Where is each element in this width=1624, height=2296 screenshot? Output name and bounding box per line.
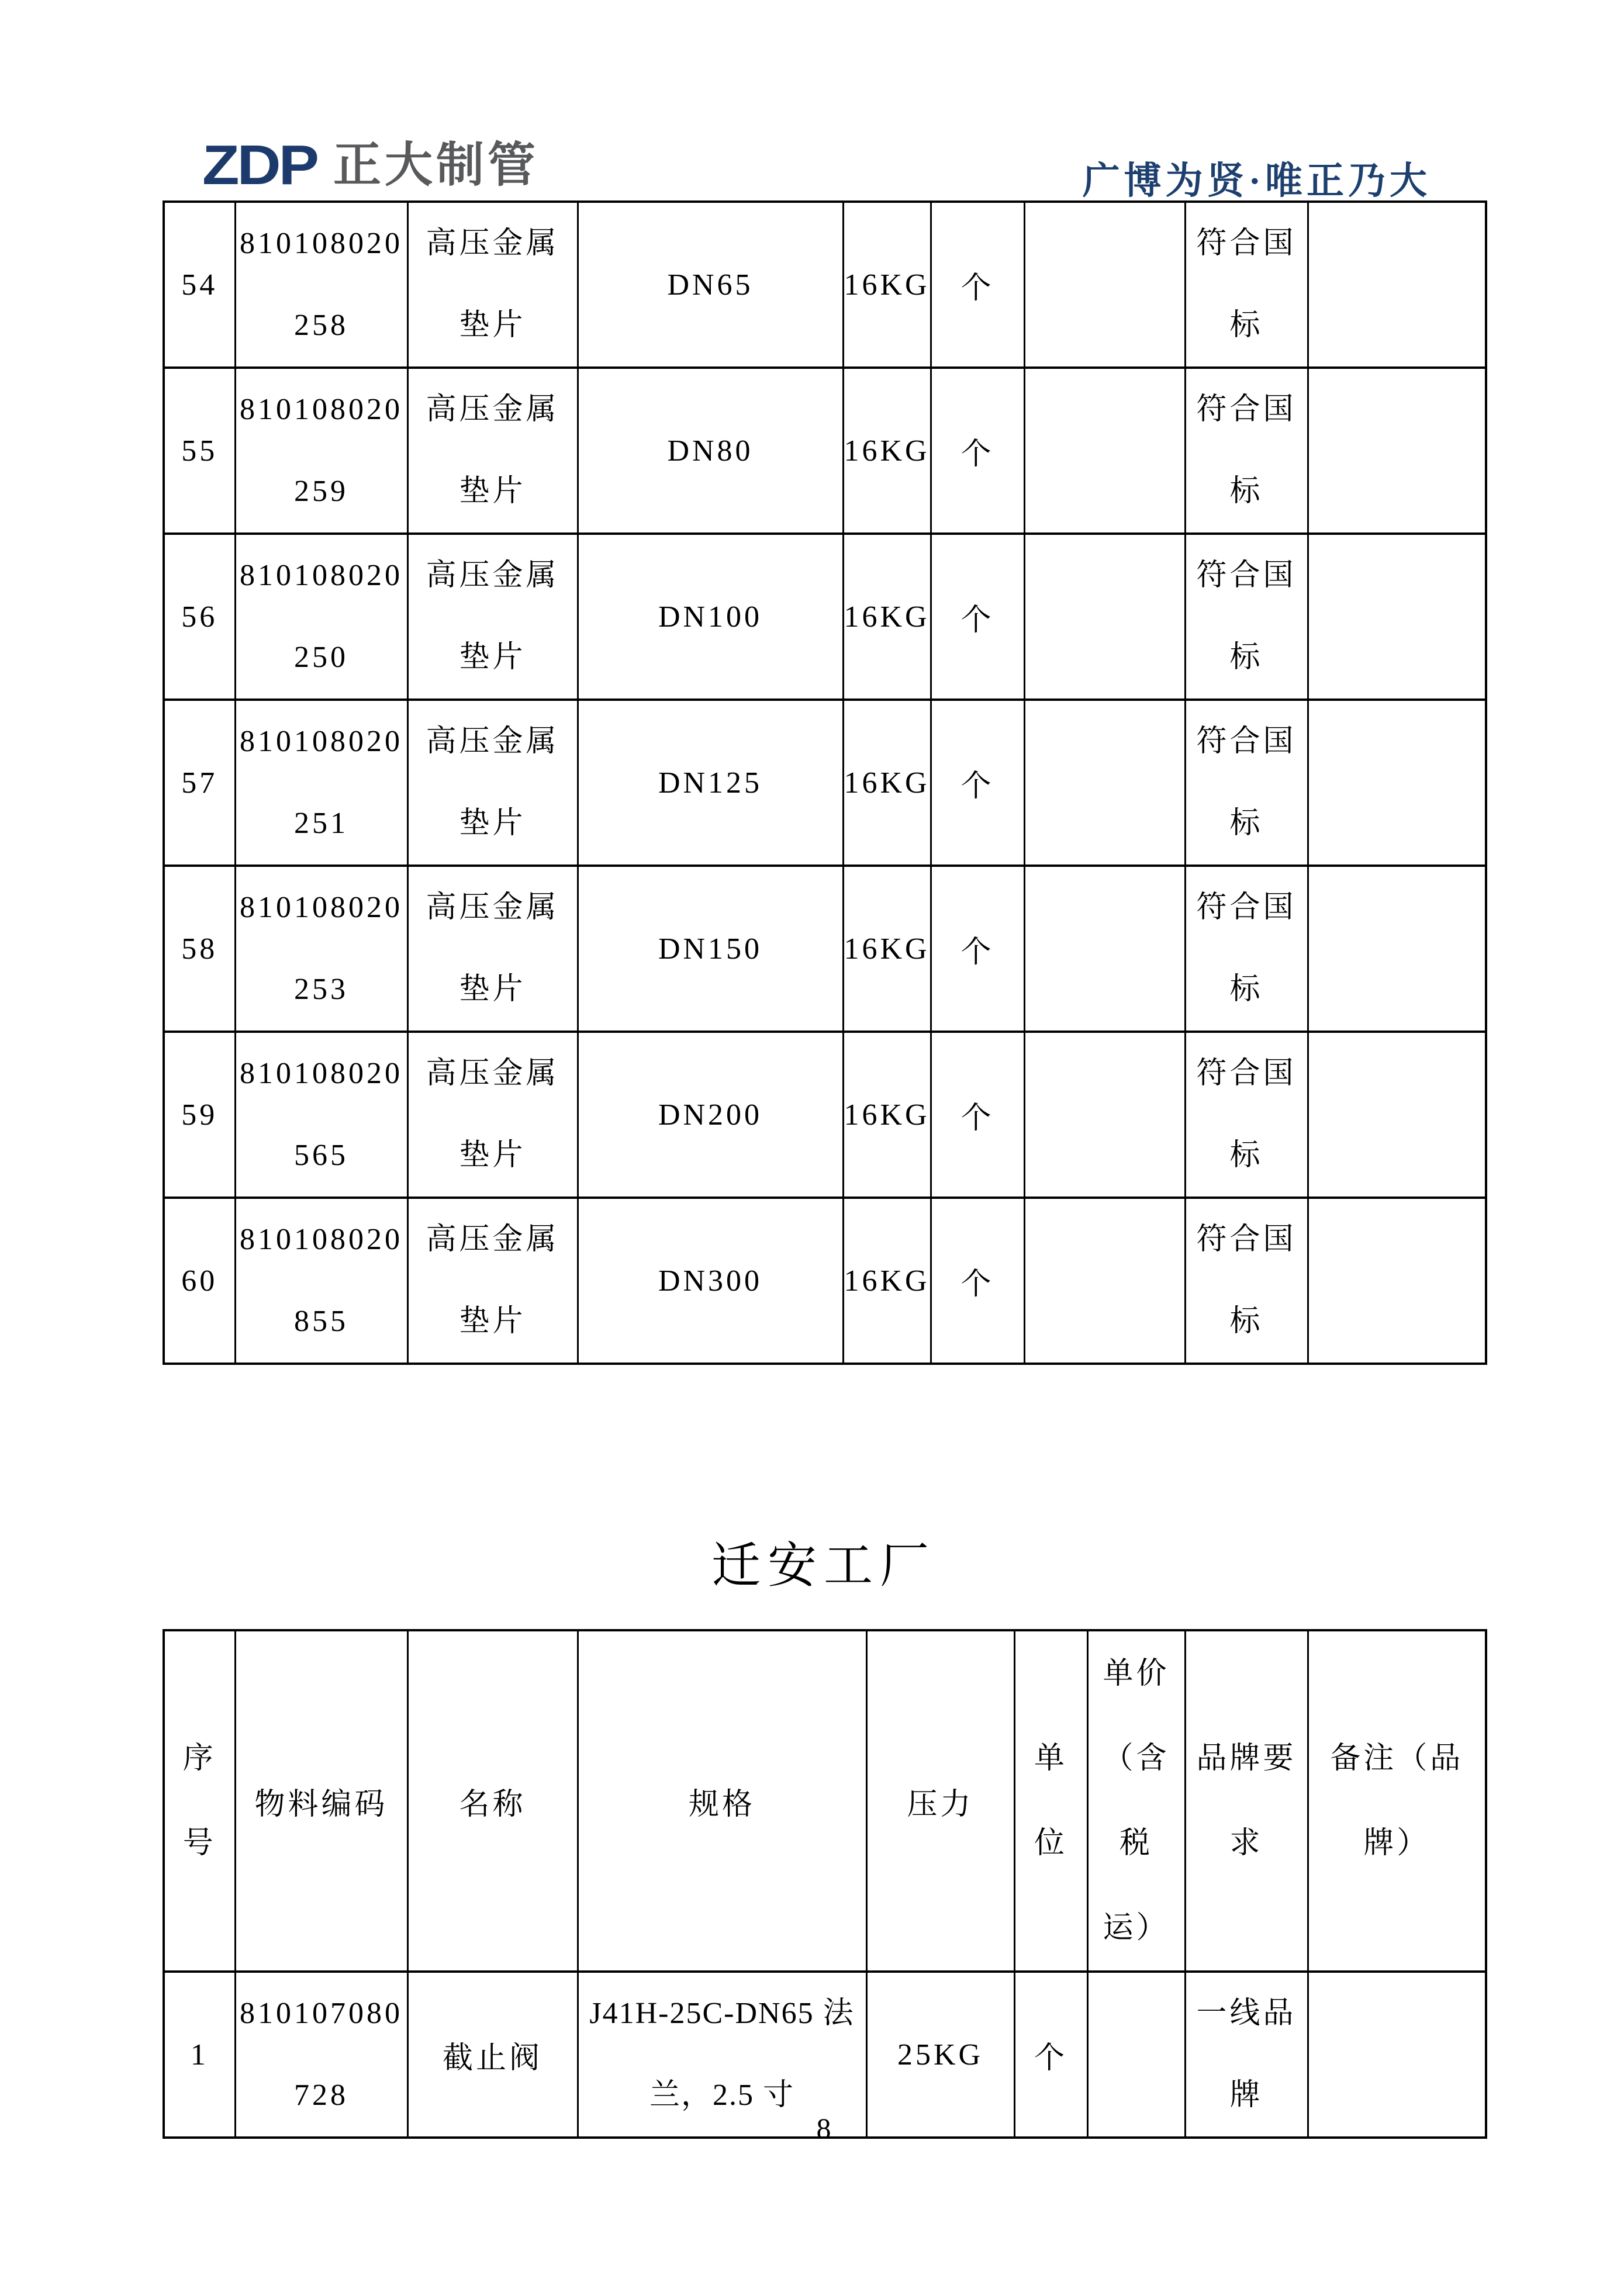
cell-spec: DN150 <box>578 866 843 1032</box>
cell-unit: 个 <box>931 368 1024 534</box>
table-row <box>164 1032 1486 1198</box>
cell-code: 810108020 250 <box>235 534 407 700</box>
cell-name: 高压金属 垫片 <box>407 866 578 1032</box>
table-row <box>164 534 1486 700</box>
cell-unit: 个 <box>931 1032 1024 1198</box>
cell-brand: 符合国 标 <box>1185 534 1308 700</box>
cell-pressure: 16KG <box>843 534 931 700</box>
cell-brand: 符合国 标 <box>1185 1032 1308 1198</box>
cell-seq: 60 <box>164 1198 235 1364</box>
cell-code: 810108020 251 <box>235 700 407 866</box>
cell-price <box>1024 534 1185 700</box>
cell-seq: 58 <box>164 866 235 1032</box>
cell-spec: J41H-25C-DN65 法 兰，2.5 寸 <box>578 1972 866 2138</box>
header-code: 物料编码 <box>235 1630 407 1972</box>
cell-price <box>1024 866 1185 1032</box>
cell-code: 810107080 728 <box>235 1972 407 2138</box>
cell-spec: DN300 <box>578 1198 843 1364</box>
cell-price <box>1024 368 1185 534</box>
materials-table-continued <box>163 200 1487 1365</box>
cell-seq: 1 <box>164 1972 235 2138</box>
cell-code: 810108020 259 <box>235 368 407 534</box>
cell-pressure: 16KG <box>843 700 931 866</box>
cell-note <box>1308 700 1486 866</box>
cell-pressure: 16KG <box>843 202 931 368</box>
section-title: 迁安工厂 <box>711 1539 936 1593</box>
cell-spec: DN125 <box>578 700 843 866</box>
cell-note <box>1308 368 1486 534</box>
cell-pressure: 16KG <box>843 866 931 1032</box>
cell-code: 810108020 258 <box>235 202 407 368</box>
cell-note <box>1308 202 1486 368</box>
cell-name: 高压金属 垫片 <box>407 700 578 866</box>
table-row <box>164 368 1486 534</box>
cell-unit: 个 <box>931 534 1024 700</box>
cell-seq: 57 <box>164 700 235 866</box>
header-brand: 品牌要 求 <box>1185 1630 1308 1972</box>
cell-name: 高压金属 垫片 <box>407 202 578 368</box>
page-number: 8 <box>816 2112 831 2145</box>
cell-brand: 符合国 标 <box>1185 1198 1308 1364</box>
cell-brand: 符合国 标 <box>1185 700 1308 866</box>
logo-company-name: 正大制管 <box>333 139 540 192</box>
cell-unit: 个 <box>931 700 1024 866</box>
cell-seq: 56 <box>164 534 235 700</box>
cell-unit: 个 <box>931 1198 1024 1364</box>
cell-unit: 个 <box>931 202 1024 368</box>
cell-code: 810108020 253 <box>235 866 407 1032</box>
cell-pressure: 16KG <box>843 368 931 534</box>
cell-name: 高压金属 垫片 <box>407 534 578 700</box>
header-unit: 单 位 <box>1014 1630 1087 1972</box>
cell-spec: DN100 <box>578 534 843 700</box>
cell-code: 810108020 855 <box>235 1198 407 1364</box>
header-seq: 序 号 <box>164 1630 235 1972</box>
header-name: 名称 <box>407 1630 578 1972</box>
qianan-factory-table <box>163 1629 1487 2139</box>
logo-zdp-mark: ZDP <box>202 134 317 197</box>
table-row <box>164 700 1486 866</box>
cell-seq: 55 <box>164 368 235 534</box>
cell-unit: 个 <box>931 866 1024 1032</box>
cell-note <box>1308 866 1486 1032</box>
table-row <box>164 202 1486 368</box>
table-row <box>164 1198 1486 1364</box>
header-spec: 规格 <box>578 1630 866 1972</box>
header-price: 单价 （含 税 运） <box>1087 1630 1185 1972</box>
company-tagline: 广博为贤·唯正乃大 <box>1082 160 1431 202</box>
company-logo <box>202 134 540 197</box>
cell-seq: 59 <box>164 1032 235 1198</box>
cell-pressure: 16KG <box>843 1198 931 1364</box>
header-pressure: 压力 <box>866 1630 1014 1972</box>
cell-price <box>1024 1198 1185 1364</box>
cell-note <box>1308 1032 1486 1198</box>
cell-price <box>1024 700 1185 866</box>
cell-price <box>1024 202 1185 368</box>
cell-spec: DN200 <box>578 1032 843 1198</box>
cell-name: 高压金属 垫片 <box>407 1032 578 1198</box>
header-row <box>164 1630 1486 1972</box>
cell-unit: 个 <box>1014 1972 1087 2138</box>
cell-note <box>1308 534 1486 700</box>
cell-name: 高压金属 垫片 <box>407 368 578 534</box>
header-note: 备注（品 牌） <box>1308 1630 1486 1972</box>
cell-note <box>1308 1198 1486 1364</box>
cell-pressure: 16KG <box>843 1032 931 1198</box>
cell-pressure: 25KG <box>866 1972 1014 2138</box>
cell-spec: DN80 <box>578 368 843 534</box>
cell-name: 高压金属 垫片 <box>407 1198 578 1364</box>
cell-seq: 54 <box>164 202 235 368</box>
cell-spec: DN65 <box>578 202 843 368</box>
table-row <box>164 866 1486 1032</box>
cell-brand: 一线品 牌 <box>1185 1972 1308 2138</box>
cell-brand: 符合国 标 <box>1185 866 1308 1032</box>
cell-price <box>1024 1032 1185 1198</box>
cell-brand: 符合国 标 <box>1185 368 1308 534</box>
cell-name: 截止阀 <box>407 1972 578 2138</box>
cell-code: 810108020 565 <box>235 1032 407 1198</box>
cell-brand: 符合国 标 <box>1185 202 1308 368</box>
